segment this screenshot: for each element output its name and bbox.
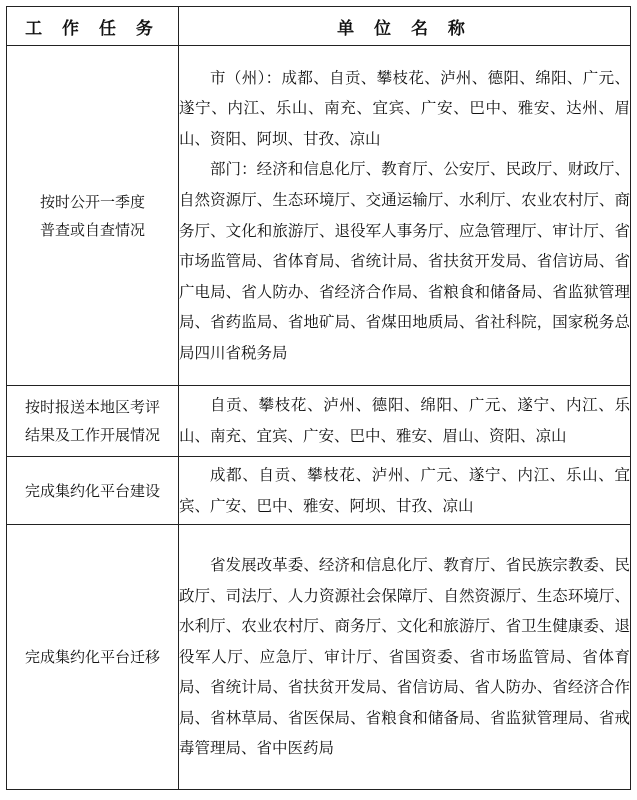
table-header-row	[7, 7, 631, 46]
units-paragraph: 成都、自贡、攀枝花、泸州、广元、遂宁、内江、乐山、宜宾、广安、巴中、雅安、阿坝、甘孜、凉山	[179, 465, 630, 515]
task-line: 结果及工作开展情况	[24, 426, 160, 444]
task-cell	[7, 525, 179, 790]
units-paragraph-departments: 部门：经济和信息化厅、教育厅、公安厅、民政厅、财政厅、自然资源厅、生态环境厅、交通运输厅、水利厅、农业农村厅、商务厅、文化和旅游厅、退役军人事务厅、应急管理厅、审计厅、省市场监管局、省体育局、省统计局、省扶贫开发局、省信访局、省广电局、省人防办、省经济合作局、省粮食和储备局、省监狱管理局、省药监局、省地矿局、省煤田地质局、省社科院，国家税务总局四川省税务局	[179, 160, 630, 362]
task-cell	[7, 457, 179, 525]
task-line: 普查或自查情况	[39, 220, 145, 239]
units-paragraph: 省发展改革委、经济和信息化厅、教育厅、省民族宗教委、民政厅、司法厅、人力资源社会保障厅、自然资源厅、生态环境厅、水利厅、农业农村厅、商务厅、文化和旅游厅、省卫生健康委、退役军人厅、应急厅、审计厅、省国资委、省市场监管局、省体育局、省统计局、省扶贫开发局、省信访局、省人防办、省经济合作局、省林草局、省医保局、省粮食和储备局、省监狱管理局、省戒毒管理局、省中医药局	[179, 555, 630, 758]
header-task: 工 作 任 务	[7, 7, 179, 46]
units-paragraph: 自贡、攀枝花、泸州、德阳、绵阳、广元、遂宁、内江、乐山、南充、宜宾、广安、巴中、雅安、眉山、资阳、凉山	[179, 396, 630, 445]
task-line: 按时公开一季度	[39, 192, 145, 211]
units-cell	[179, 525, 631, 790]
table-row	[7, 386, 631, 457]
units-cell	[179, 46, 631, 386]
task-line: 按时报送本地区考评	[24, 398, 160, 416]
header-units: 单 位 名 称	[179, 7, 631, 46]
table-row	[7, 525, 631, 790]
units-paragraph-cities: 市（州）：成都、自贡、攀枝花、泸州、德阳、绵阳、广元、遂宁、内江、乐山、南充、宜宾、广安、巴中、雅安、达州、眉山、资阳、阿坝、甘孜、凉山	[179, 68, 630, 148]
table-row	[7, 457, 631, 525]
units-cell	[179, 457, 631, 525]
task-cell	[7, 46, 179, 386]
task-units-table	[6, 6, 631, 790]
units-cell	[179, 386, 631, 457]
task-cell	[7, 386, 179, 457]
task-line: 完成集约化平台迁移	[24, 648, 160, 666]
task-line: 完成集约化平台建设	[24, 481, 160, 500]
table-row	[7, 46, 631, 386]
